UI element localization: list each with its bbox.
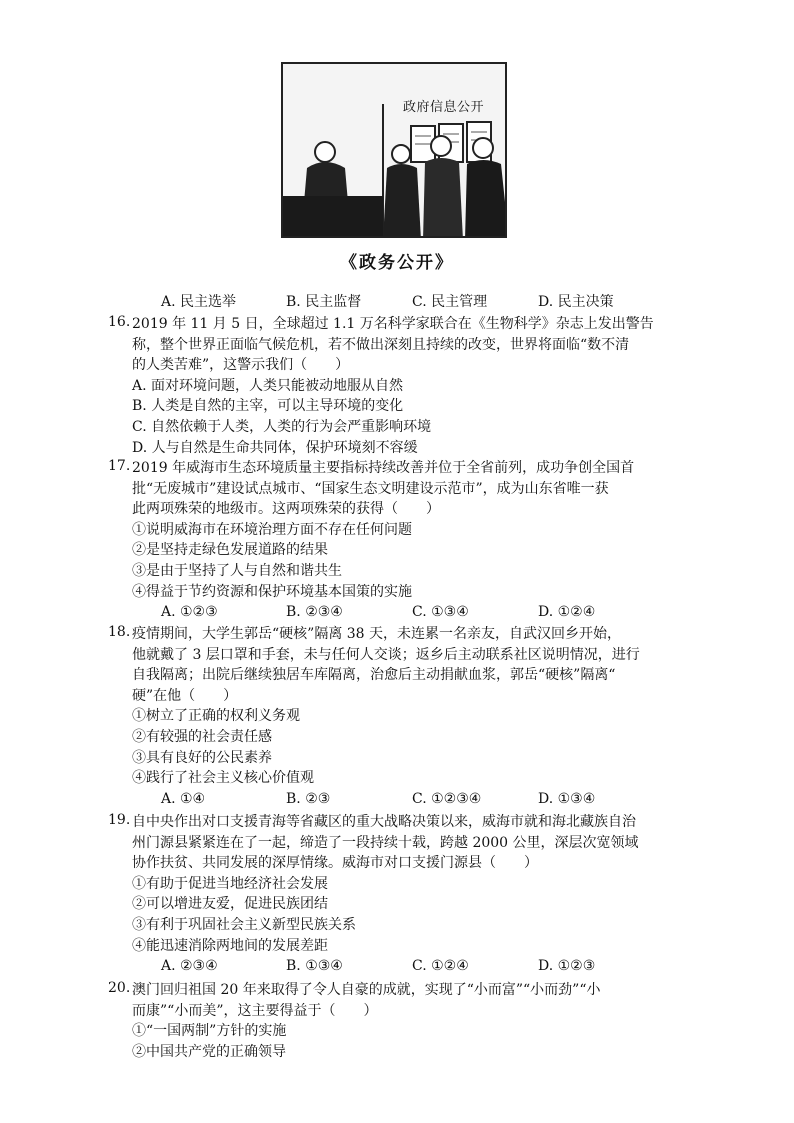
option-a: A. 民主选举 bbox=[161, 294, 237, 310]
question-stem-line: 疫情期间，大学生郭岳“硬核”隔离 38 天，未连累一名亲友，自武汉回乡开始， bbox=[132, 626, 622, 642]
figure-caption: 《政务公开》 bbox=[340, 253, 454, 273]
question-stem-line: 硬”在他（ ） bbox=[132, 687, 238, 704]
statement: ①树立了正确的权利义务观 bbox=[132, 708, 300, 725]
option-a: A. ②③④ bbox=[161, 958, 218, 975]
option-a: A. ①④ bbox=[161, 790, 206, 807]
option-c: C. 民主管理 bbox=[412, 294, 488, 310]
question-19 bbox=[108, 812, 672, 977]
statement: ④践行了社会主义核心价值观 bbox=[132, 770, 314, 787]
option-c: C. ①③④ bbox=[412, 604, 469, 621]
option-b: B. 民主监督 bbox=[286, 294, 362, 310]
question-18 bbox=[108, 624, 672, 809]
question-stem-line: 称，整个世界正面临气候危机，若不做出深刻且持续的改变，世界将面临“数不清 bbox=[132, 336, 630, 353]
option-d: D. ①②④ bbox=[538, 604, 596, 621]
statement: ②是坚持走绿色发展道路的结果 bbox=[132, 542, 328, 559]
question-stem-line: 的人类苦难”，这警示我们（ ） bbox=[132, 357, 350, 374]
option-a: A. ①②③ bbox=[161, 604, 218, 621]
question-stem-line: 自中央作出对口支援青海等省藏区的重大战略决策以来，威海市就和海北藏族自治 bbox=[132, 814, 636, 830]
answer-choice: A. 面对环境问题，人类只能被动地服从自然 bbox=[132, 377, 404, 394]
statement: ③具有良好的公民素养 bbox=[132, 749, 272, 766]
answer-choice: B. 人类是自然的主宰，可以主导环境的变化 bbox=[132, 398, 404, 415]
option-b: B. ②③ bbox=[286, 790, 331, 807]
statement: ①说明威海市在环境治理方面不存在任何问题 bbox=[132, 521, 412, 538]
answer-choice: D. 人与自然是生命共同体，保护环境刻不容缓 bbox=[132, 439, 418, 456]
option-d: D. 民主决策 bbox=[538, 294, 614, 310]
statement: ③是由于坚持了人与自然和谐共生 bbox=[132, 562, 342, 579]
question-number: 19. bbox=[108, 812, 131, 828]
notice-sign-text: 政府信息公开 bbox=[403, 100, 485, 115]
option-c: C. ①②④ bbox=[412, 958, 469, 975]
question-15-options bbox=[132, 292, 672, 313]
question-stem-line: 澳门回归祖国 20 年来取得了令人自豪的成就，实现了“小而富”“小而劲”“小 bbox=[132, 982, 601, 998]
question-stem-line: 2019 年威海市生态环境质量主要指标持续改善并位于全省前列，成功争创全国首 bbox=[132, 460, 635, 476]
question-stem-line: 州门源县紧紧连在了一起，缔造了一段持续十载，跨越 2000 公里，深层次宽领域 bbox=[132, 834, 639, 851]
question-stem-line: 协作扶贫、共同发展的深厚情缘。威海市对口支援门源县（ ） bbox=[132, 855, 538, 872]
question-stem-line: 他就戴了 3 层口罩和手套，未与任何人交谈；返乡后主动联系社区说明情况，进行 bbox=[132, 646, 640, 663]
question-number: 18. bbox=[108, 624, 131, 640]
question-number: 17. bbox=[108, 458, 131, 474]
statement: ②中国共产党的正确领导 bbox=[132, 1043, 286, 1060]
question-stem-line: 批“无废城市”建设试点城市、“国家生态文明建设示范市”，成为山东省唯一获 bbox=[132, 480, 609, 497]
answer-choice: C. 自然依赖于人类，人类的行为会严重影响环境 bbox=[132, 418, 432, 435]
statement: ②可以增进友爱，促进民族团结 bbox=[132, 896, 328, 913]
question-number: 16. bbox=[108, 314, 131, 330]
option-c: C. ①②③④ bbox=[412, 790, 482, 807]
statement: ①“一国两制”方针的实施 bbox=[132, 1023, 287, 1040]
statement: ②有较强的社会责任感 bbox=[132, 728, 272, 745]
option-b: B. ②③④ bbox=[286, 604, 343, 621]
question-number: 20. bbox=[108, 980, 131, 996]
cartoon-illustration bbox=[283, 64, 507, 238]
statement: ④得益于节约资源和保护环境基本国策的实施 bbox=[132, 583, 412, 600]
question-17 bbox=[108, 458, 672, 623]
cartoon-figure bbox=[281, 62, 507, 238]
option-d: D. ①②③ bbox=[538, 958, 596, 975]
statement: ④能迅速消除两地间的发展差距 bbox=[132, 937, 328, 954]
option-d: D. ①③④ bbox=[538, 790, 596, 807]
statement: ③有利于巩固社会主义新型民族关系 bbox=[132, 916, 356, 933]
question-stem-line: 自我隔离；出院后继续独居车库隔离，治愈后主动捐献血浆，郭岳“硬核”隔离“ bbox=[132, 667, 616, 684]
question-stem-line: 2019 年 11 月 5 日，全球超过 1.1 万名科学家联合在《生物科学》杂志上发出警告 bbox=[132, 316, 654, 332]
option-b: B. ①③④ bbox=[286, 958, 343, 975]
question-stem-line: 此两项殊荣的地级市。这两项殊荣的获得（ ） bbox=[132, 501, 440, 518]
statement: ①有助于促进当地经济社会发展 bbox=[132, 875, 328, 892]
question-20 bbox=[108, 980, 672, 1062]
question-stem-line: 而康”“小而美”，这主要得益于（ ） bbox=[132, 1002, 378, 1019]
question-16 bbox=[108, 314, 672, 458]
